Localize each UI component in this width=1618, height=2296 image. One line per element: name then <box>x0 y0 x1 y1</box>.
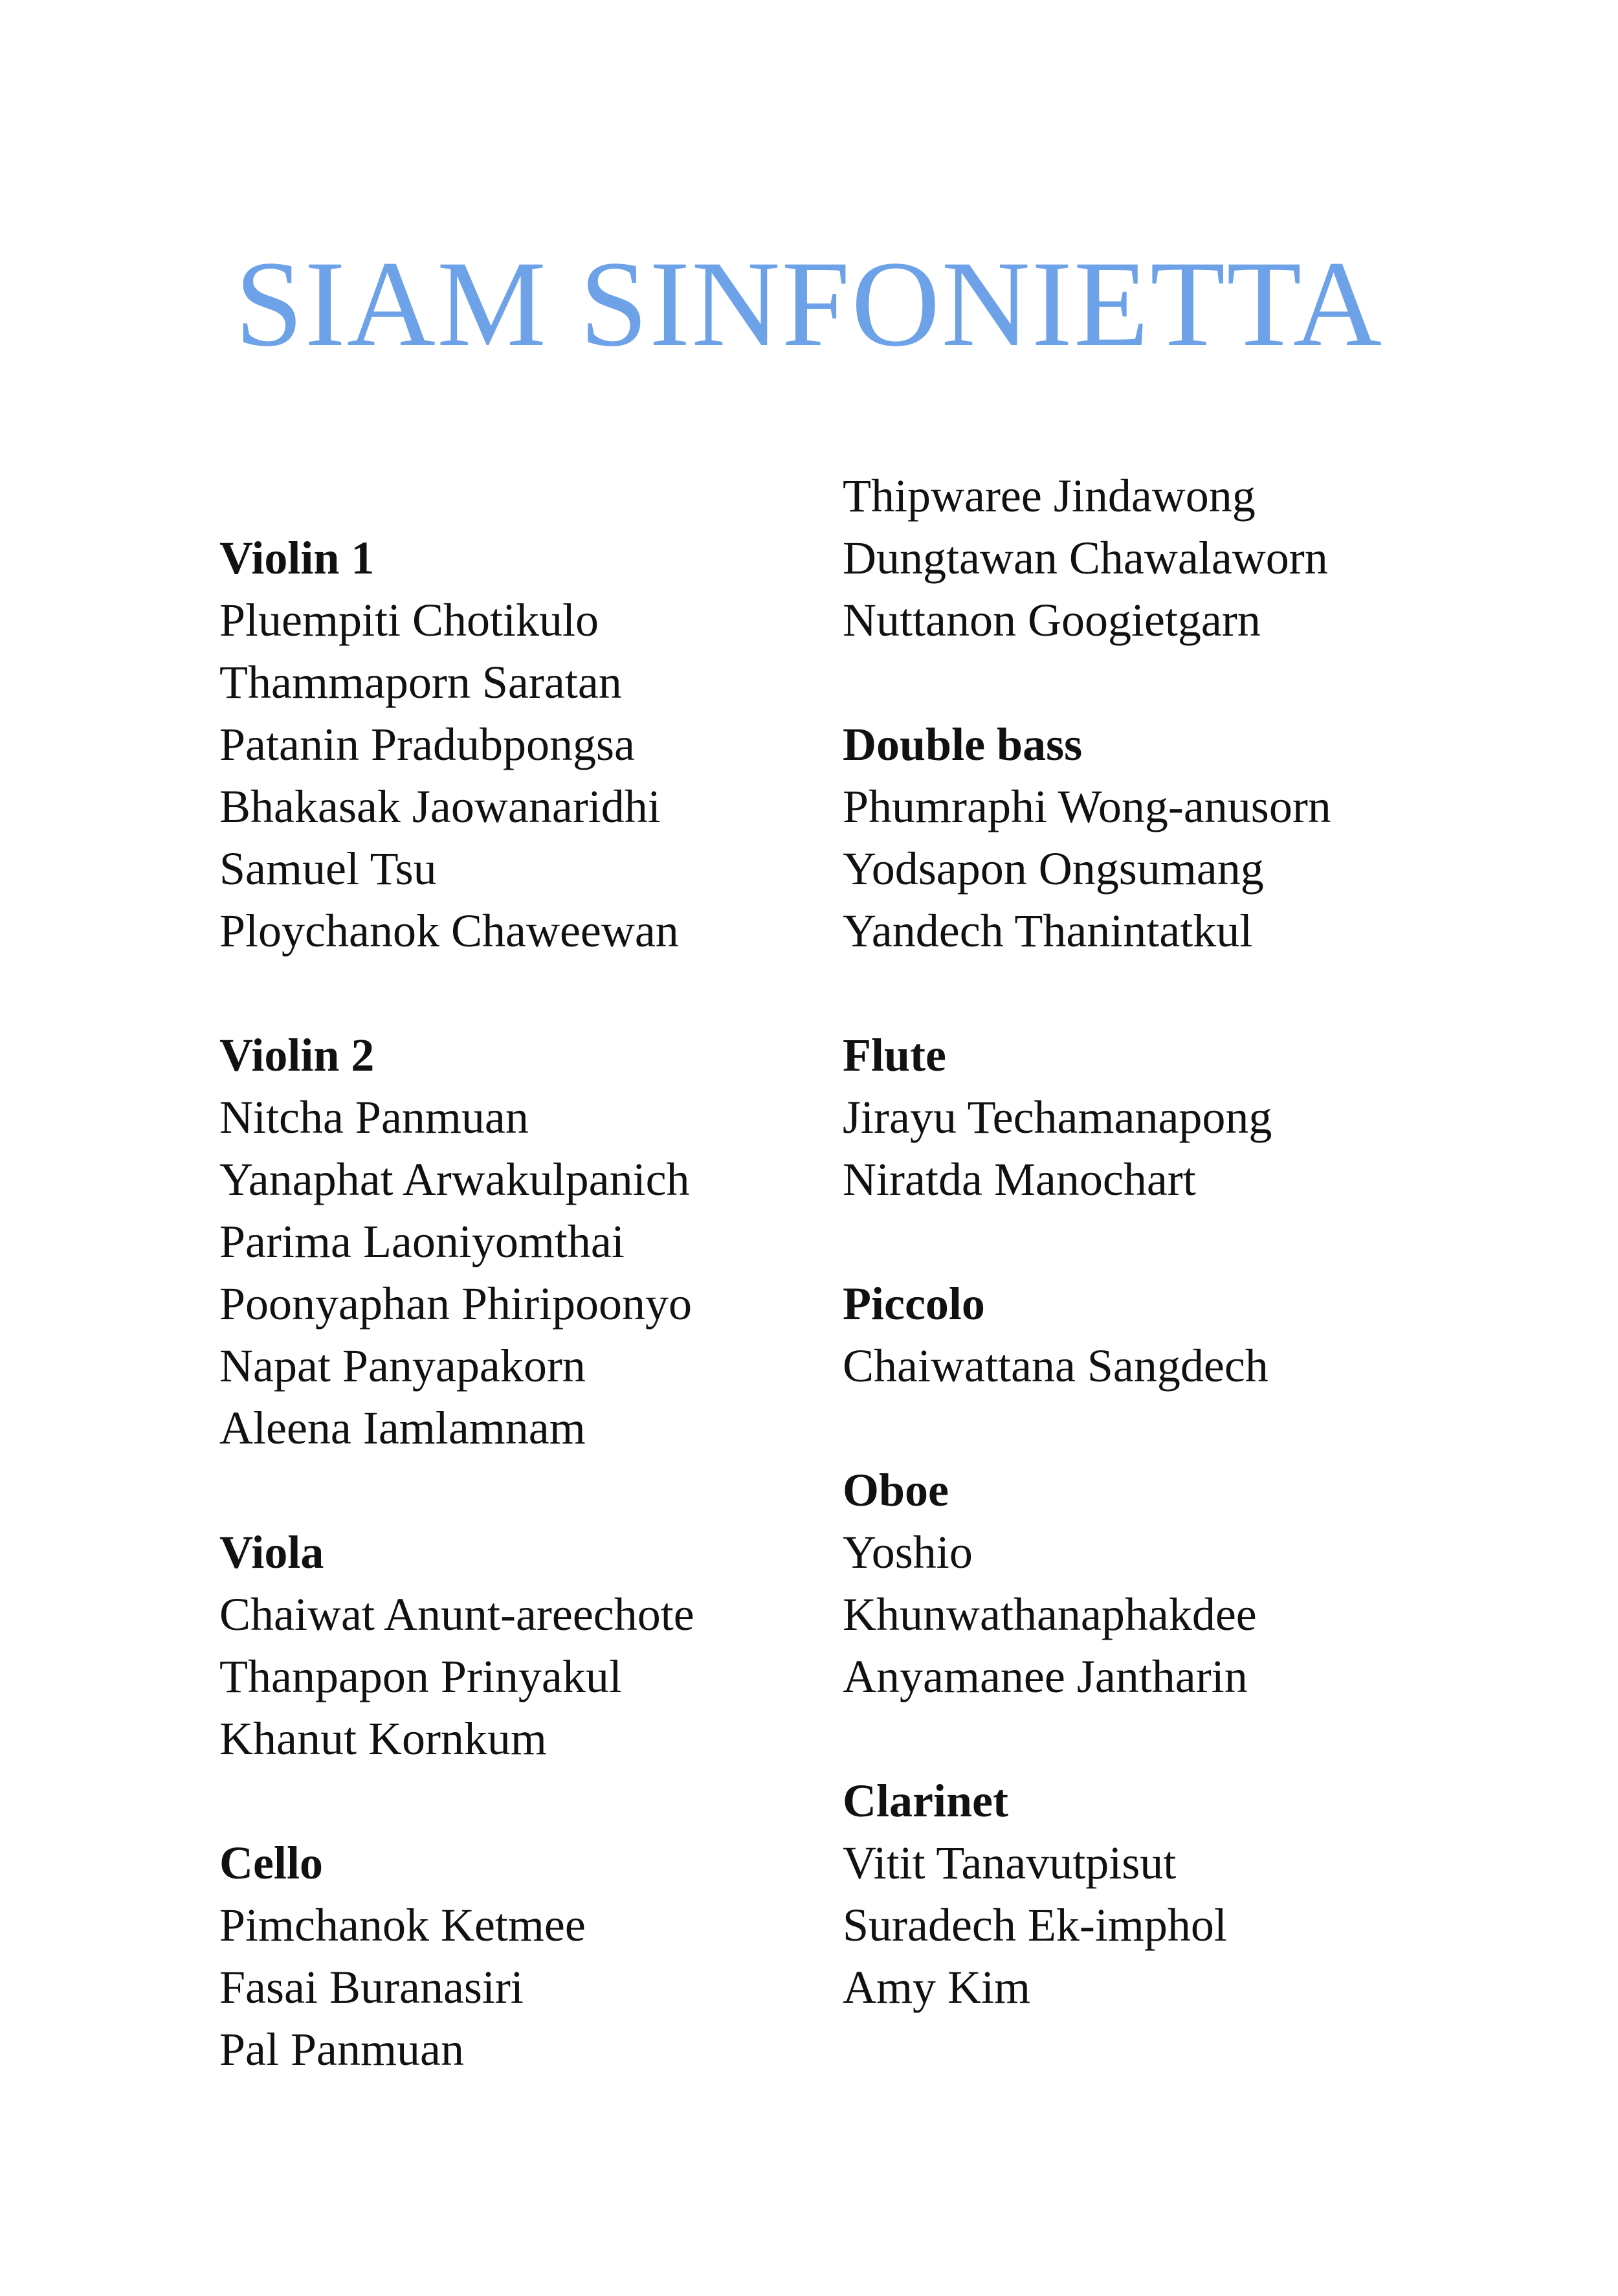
section-heading: Double bass <box>843 719 1083 770</box>
member-name: Aleena Iamlamnam <box>219 1402 586 1454</box>
member-name: Thipwaree Jindawong <box>843 470 1256 522</box>
member-name: Pal Panmuan <box>219 2023 464 2075</box>
member-name: Amy Kim <box>843 1961 1031 2013</box>
section-gap <box>843 1708 1477 1770</box>
member-name: Nuttanon Googietgarn <box>843 594 1261 646</box>
member-name: Thammaporn Saratan <box>219 656 622 708</box>
section-heading: Violin 1 <box>219 532 375 584</box>
section-heading: Flute <box>843 1029 946 1081</box>
member-name: Bhakasak Jaowanaridhi <box>219 781 661 832</box>
member-name: Thanpapon Prinyakul <box>219 1651 622 1702</box>
member-name: Yodsapon Ongsumang <box>843 843 1264 895</box>
right-column <box>843 465 1477 2018</box>
section-flute <box>843 1024 1477 1210</box>
member-name: Parima Laoniyomthai <box>219 1216 625 1267</box>
section-gap <box>843 1210 1477 1273</box>
section-double-bass <box>843 713 1477 962</box>
member-name: Poonyaphan Phiripoonyo <box>219 1278 692 1330</box>
section-gap <box>219 1770 854 1832</box>
left-column <box>219 527 854 2080</box>
member-name: Chaiwattana Sangdech <box>843 1340 1269 1392</box>
section-oboe <box>843 1459 1477 1708</box>
section-gap <box>843 1397 1477 1459</box>
member-name: Yandech Thanintatkul <box>843 905 1253 957</box>
member-name: Nitcha Panmuan <box>219 1091 529 1143</box>
section-piccolo <box>843 1273 1477 1397</box>
section-heading: Cello <box>219 1837 323 1889</box>
section-gap <box>843 651 1477 713</box>
section-viola <box>219 1521 854 1770</box>
member-name: Napat Panyapakorn <box>219 1340 586 1392</box>
section-violin2 <box>219 1024 854 1459</box>
page-title: SIAM SINFONIETTA <box>234 236 1384 372</box>
member-name: Pluempiti Chotikulo <box>219 594 599 646</box>
member-name: Fasai Buranasiri <box>219 1961 524 2013</box>
section-heading: Oboe <box>843 1464 949 1516</box>
member-name: Ploychanok Chaweewan <box>219 905 679 957</box>
member-name: Yoshio <box>843 1526 973 1578</box>
section-heading: Viola <box>219 1526 324 1578</box>
member-name: Chaiwat Anunt-areechote <box>219 1588 694 1640</box>
section-cello <box>219 1832 854 2080</box>
member-name: Pimchanok Ketmee <box>219 1899 586 1951</box>
section-gap <box>219 1459 854 1521</box>
member-name: Phumraphi Wong-anusorn <box>843 781 1331 832</box>
member-name: Khunwathanaphakdee <box>843 1588 1257 1640</box>
section-clarinet <box>843 1770 1477 2018</box>
member-name: Anyamanee Jantharin <box>843 1651 1248 1702</box>
section-heading: Violin 2 <box>219 1029 375 1081</box>
section-heading: Clarinet <box>843 1775 1008 1827</box>
member-name: Khanut Kornkum <box>219 1713 547 1765</box>
member-name: Samuel Tsu <box>219 843 437 895</box>
member-name: Yanaphat Arwakulpanich <box>219 1154 690 1205</box>
section-gap <box>843 962 1477 1024</box>
section-violin1 <box>219 527 854 962</box>
section-gap <box>219 962 854 1024</box>
section-heading: Piccolo <box>843 1278 985 1330</box>
member-name: Vitit Tanavutpisut <box>843 1837 1177 1889</box>
member-name: Patanin Pradubpongsa <box>219 719 635 770</box>
member-name: Dungtawan Chawalaworn <box>843 532 1328 584</box>
member-name: Suradech Ek-imphol <box>843 1899 1227 1951</box>
member-name: Jirayu Techamanapong <box>843 1091 1272 1143</box>
section-cello-continued <box>843 465 1477 651</box>
member-name: Niratda Manochart <box>843 1154 1196 1205</box>
